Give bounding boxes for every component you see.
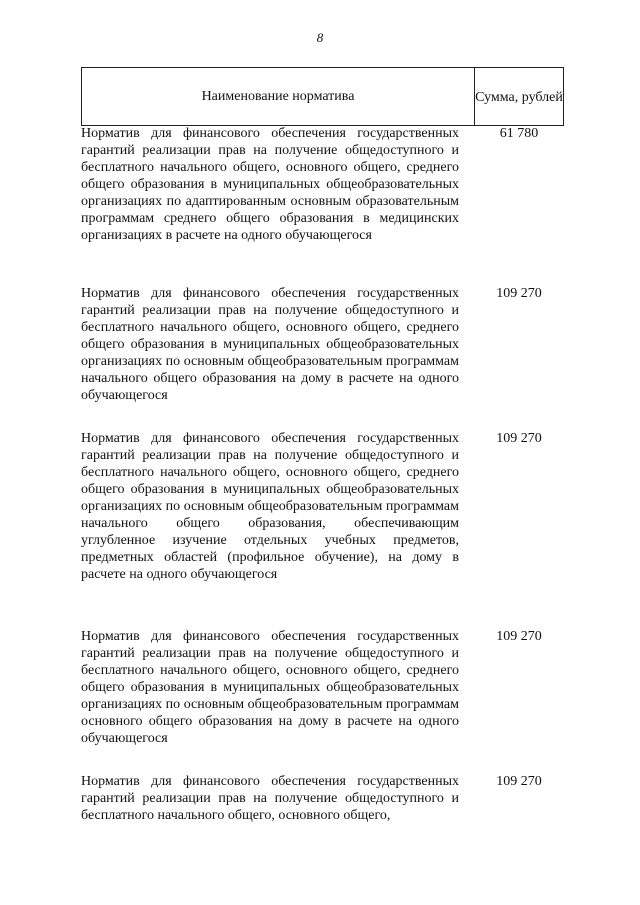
- normative-sum: 109 270: [496, 774, 542, 789]
- table-row: [81, 125, 564, 244]
- normative-sum: 109 270: [496, 431, 542, 446]
- table-row: [81, 430, 564, 583]
- normative-name: Норматив для финансового обеспечения государственных гарантий реализации прав на получение общедоступного и бесплатного начального общего, основного общего,: [81, 774, 459, 823]
- normatives-table: [81, 67, 564, 823]
- table-header: [81, 67, 564, 126]
- normative-sum: 109 270: [496, 286, 542, 301]
- normative-name: Норматив для финансового обеспечения государственных гарантий реализации прав на получение общедоступного и бесплатного начального общего, основного общего, среднего общего образования в муниципальных общеобразовательных организациях по основным общеобразовательным программам начального общего образования на дому в расчете на одного обучающегося: [81, 286, 459, 403]
- normative-sum: 61 780: [499, 126, 539, 141]
- page-number: 8: [316, 30, 324, 45]
- table-row: [81, 285, 564, 404]
- normative-name: Норматив для финансового обеспечения государственных гарантий реализации прав на получение общедоступного и бесплатного начального общего, основного общего, среднего общего образования в муниципальных общеобразовательных организациях по основным общеобразовательным программам начального общего образования, обеспечивающим углубленное изучение отдельных учебных предметов, предметных областей (профильное обучение), на дому в расчете на одного обучающегося: [81, 431, 459, 582]
- table-row: [81, 628, 564, 747]
- normative-name: Норматив для финансового обеспечения государственных гарантий реализации прав на получение общедоступного и бесплатного начального общего, основного общего, среднего общего образования в муниципальных общеобразовательных организациях по адаптированным основным образовательным программам среднего общего образования в медицинских организациях в расчете на одного обучающегося: [81, 126, 459, 243]
- header-name-cell: Наименование норматива: [82, 68, 475, 125]
- header-sum-cell: Сумма, рублей: [475, 90, 563, 105]
- normative-name: Норматив для финансового обеспечения государственных гарантий реализации прав на получение общедоступного и бесплатного начального общего, основного общего, среднего общего образования в муниципальных общеобразовательных организациях по основным общеобразовательным программам основного общего образования на дому в расчете на одного обучающегося: [81, 629, 459, 746]
- normative-sum: 109 270: [496, 629, 542, 644]
- table-row: [81, 773, 564, 824]
